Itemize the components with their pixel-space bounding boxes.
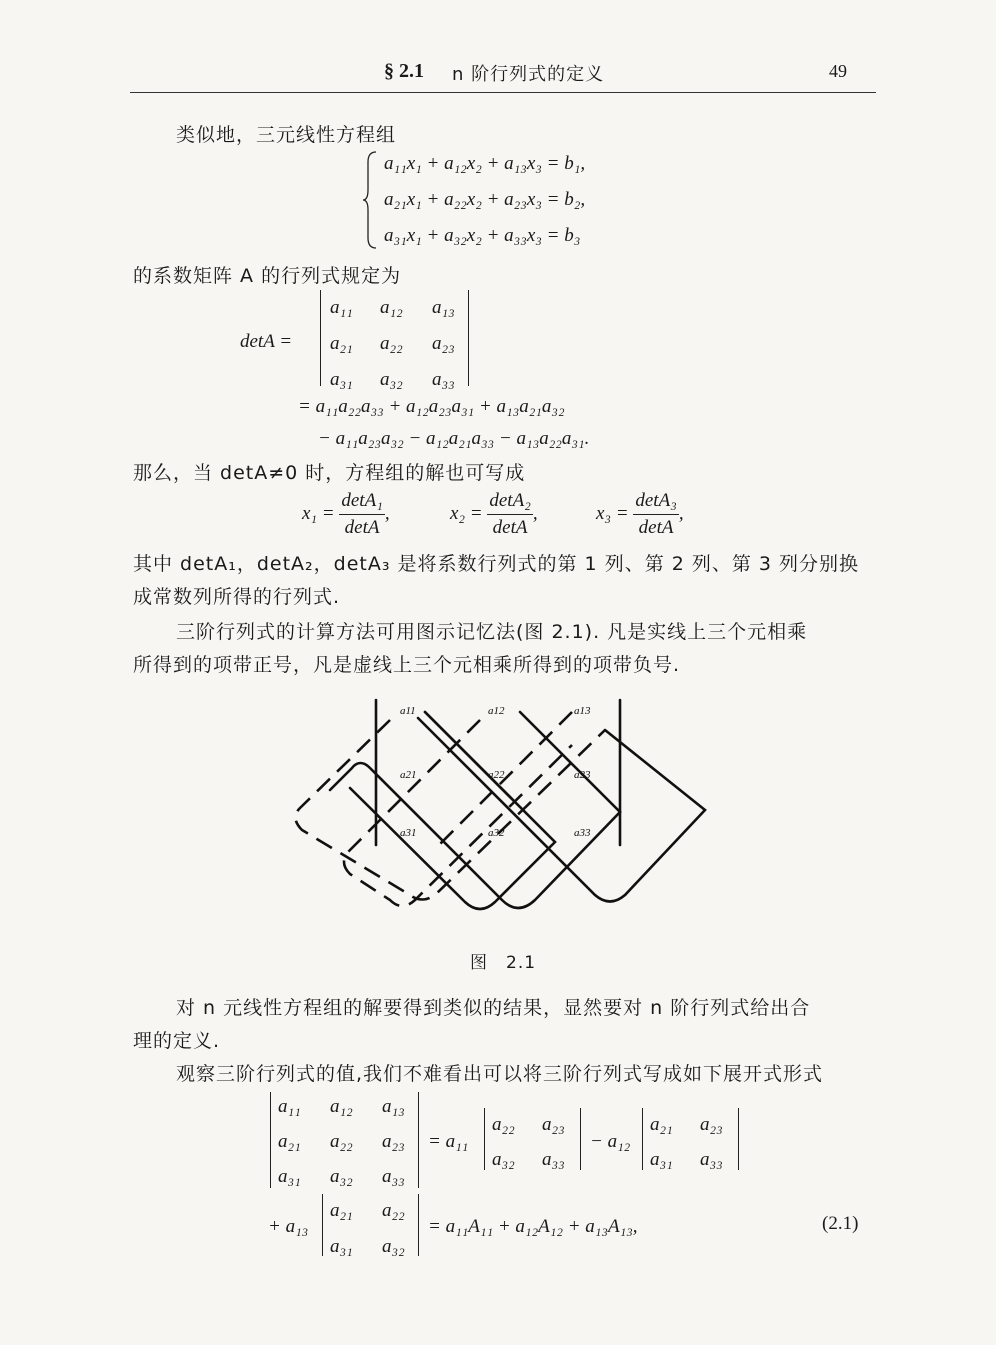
paragraph-where-line-2: 成常数列所得的行列式. xyxy=(133,586,341,608)
det3-bar-right xyxy=(418,1092,419,1188)
figure-sarrus-diagram xyxy=(290,690,720,925)
det3-cell: a₁₂ xyxy=(330,1096,353,1117)
det3-cell: a₂₁ xyxy=(278,1131,301,1152)
paragraph-coef-matrix: 的系数矩阵 A 的行列式规定为 xyxy=(133,265,402,287)
paragraph-mnemonic-line-2: 所得到的项带正号，凡是虚线上三个元相乘所得到的项带负号. xyxy=(133,654,681,676)
figure-caption: 图 2.1 xyxy=(470,953,537,973)
system-eq-3: a₃₁x₁ + a₃₂x₂ + a₃₃x₃ = b₃ xyxy=(384,225,581,246)
minor2-bar-right xyxy=(738,1108,739,1170)
det3-bar-left xyxy=(270,1092,271,1188)
det-cell: a₂₁ xyxy=(330,333,353,354)
system-eq-1: a₁₁x₁ + a₁₂x₂ + a₁₃x₃ = b₁, xyxy=(384,153,586,174)
cramer-x1 xyxy=(302,490,390,539)
det3-cell: a₂₃ xyxy=(382,1131,405,1152)
paragraph-n-order-line-2: 理的定义. xyxy=(133,1030,221,1052)
system-brace xyxy=(362,150,380,250)
cramer-lhs: x₂ = xyxy=(450,502,483,524)
minor2-cell: a₂₁ xyxy=(650,1114,673,1135)
element-label-a32: a32 xyxy=(488,827,505,839)
minor3-bar-right xyxy=(418,1194,419,1256)
paragraph-intro: 类似地，三元线性方程组 xyxy=(176,124,397,146)
minor2-cell: a₃₃ xyxy=(700,1149,723,1170)
det-cell: a₁₂ xyxy=(380,297,403,318)
minor3-cell: a₂₂ xyxy=(382,1200,405,1221)
cramer-tail: , xyxy=(384,502,390,524)
equation-number: (2.1) xyxy=(822,1213,859,1234)
element-label-a31: a31 xyxy=(400,827,417,839)
cramer-x3 xyxy=(596,490,684,539)
minor2-cell: a₃₁ xyxy=(650,1149,673,1170)
section-number: § 2.1 xyxy=(384,60,424,82)
cramer-den: detA xyxy=(638,517,674,538)
element-label-a23: a23 xyxy=(574,769,591,781)
cramer-num: detA₁ xyxy=(339,490,384,515)
page-number: 49 xyxy=(829,61,847,81)
minor1-bar-right xyxy=(580,1108,581,1170)
header-rule xyxy=(130,92,876,93)
paragraph-observe: 观察三阶行列式的值,我们不难看出可以将三阶行列式写成如下展开式形式 xyxy=(176,1063,824,1085)
minor1-bar-left xyxy=(484,1108,485,1170)
cofactor-rhs: = a₁₁A₁₁ + a₁₂A₁₂ + a₁₃A₁₃, xyxy=(428,1216,638,1237)
element-label-a33: a33 xyxy=(574,827,591,839)
expansion-line-1: = a₁₁a₂₂a₃₃ + a₁₂a₂₃a₃₁ + a₁₃a₂₁a₃₂ xyxy=(298,396,565,417)
element-label-a21: a21 xyxy=(400,769,417,781)
det-cell: a₃₂ xyxy=(380,369,403,390)
minor3-bar-left xyxy=(322,1194,323,1256)
cofactor-plus: + a₁₃ xyxy=(268,1216,309,1237)
det-bar-right xyxy=(468,290,469,386)
minor3-cell: a₃₂ xyxy=(382,1236,405,1257)
cofactor-eq1-lhs: = a₁₁ xyxy=(428,1131,469,1152)
cramer-den: detA xyxy=(344,517,380,538)
element-label-a13: a13 xyxy=(574,705,591,717)
minor3-cell: a₃₁ xyxy=(330,1236,353,1257)
det3-cell: a₃₂ xyxy=(330,1166,353,1187)
det-cell: a₃₃ xyxy=(432,369,455,390)
cramer-tail: , xyxy=(678,502,684,524)
det3-cell: a₁₁ xyxy=(278,1096,301,1117)
cramer-den: detA xyxy=(492,517,528,538)
system-eq-2: a₂₁x₁ + a₂₂x₂ + a₂₃x₃ = b₂, xyxy=(384,189,586,210)
cramer-lhs: x₃ = xyxy=(596,502,629,524)
section-title: n 阶行列式的定义 xyxy=(452,64,605,85)
paragraph-where-line-1: 其中 detA₁，detA₂，detA₃ 是将系数行列式的第 1 列、第 2 列、第 3 列分别换 xyxy=(133,553,860,575)
minor1-cell: a₂₂ xyxy=(492,1114,515,1135)
cramer-num: detA₃ xyxy=(633,490,678,515)
det-cell: a₁₃ xyxy=(432,297,455,318)
det-bar-left xyxy=(320,290,321,386)
cramer-lhs: x₁ = xyxy=(302,502,335,524)
cramer-x2 xyxy=(450,490,538,539)
det3-cell: a₃₃ xyxy=(382,1166,405,1187)
cramer-tail: , xyxy=(532,502,538,524)
cramer-num: detA₂ xyxy=(487,490,532,515)
minor1-cell: a₃₃ xyxy=(542,1149,565,1170)
paragraph-solution: 那么，当 detA≠0 时，方程组的解也可写成 xyxy=(133,462,526,484)
element-label-a11: a11 xyxy=(400,705,416,717)
minor1-cell: a₃₂ xyxy=(492,1149,515,1170)
minor1-cell: a₂₃ xyxy=(542,1114,565,1135)
element-label-a12: a12 xyxy=(488,705,505,717)
det3-cell: a₂₂ xyxy=(330,1131,353,1152)
det-label: detA = xyxy=(240,331,293,352)
det-cell: a₂₃ xyxy=(432,333,455,354)
minor2-cell: a₂₃ xyxy=(700,1114,723,1135)
det-cell: a₂₂ xyxy=(380,333,403,354)
minor2-bar-left xyxy=(642,1108,643,1170)
expansion-line-2: − a₁₁a₂₃a₃₂ − a₁₂a₂₁a₃₃ − a₁₃a₂₂a₃₁. xyxy=(318,428,590,449)
det3-cell: a₃₁ xyxy=(278,1166,301,1187)
element-label-a22: a22 xyxy=(488,769,505,781)
det3-cell: a₁₃ xyxy=(382,1096,405,1117)
paragraph-n-order-line-1: 对 n 元线性方程组的解要得到类似的结果，显然要对 n 阶行列式给出合 xyxy=(176,997,811,1019)
cofactor-minus: − a₁₂ xyxy=(590,1131,631,1152)
paragraph-mnemonic-line-1: 三阶行列式的计算方法可用图示记忆法(图 2.1). 凡是实线上三个元相乘 xyxy=(176,621,808,643)
minor3-cell: a₂₁ xyxy=(330,1200,353,1221)
det-cell: a₁₁ xyxy=(330,297,353,318)
det-cell: a₃₁ xyxy=(330,369,353,390)
